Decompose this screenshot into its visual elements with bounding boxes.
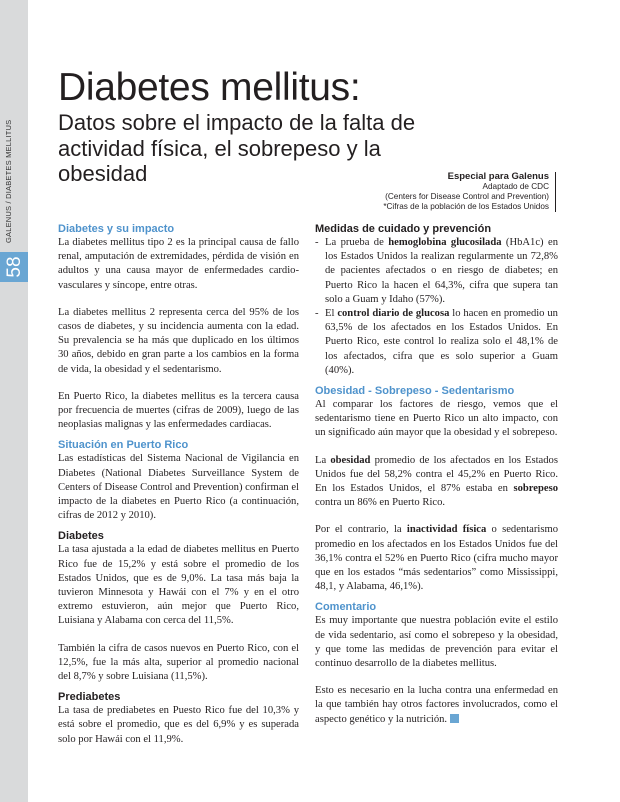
heading-comentario: Comentario xyxy=(315,601,377,614)
heading-diabetes: Diabetes xyxy=(58,530,104,543)
paragraph: En Puerto Rico, la diabetes mellitus es la tercera causa por frecuencia de muertes (cifras de 2009), luego de las neoplasias malignas y las enfermedades cardiacas. xyxy=(58,390,299,431)
paragraph: Es muy importante que nuestra población evite el estilo de vida sedentario, así como el sobrepeso y la obesidad, y que tome las medidas de prevención para evitar el continuo desarrollo de la diabetes mellitus. xyxy=(315,615,558,670)
article-title: Diabetes mellitus: xyxy=(58,66,361,109)
article-credit xyxy=(383,172,556,212)
paragraph: La tasa de prediabetes en Puesto Rico fue del 10,3% y está sobre el promedio, que es del 6,9% y es superada solo por Hawái con el 11,9%. xyxy=(58,705,299,745)
paragraph: Las estadísticas del Sistema Nacional de Vigilancia en Diabetes (National Diabetes Surveillance System de Centers of Disease Control and Prevention) confirman el impacto de la diabetes en Puerto Rico (a continuación, cifras de 2012 y 2010). xyxy=(58,453,299,522)
paragraph: Al comparar los factores de riesgo, vemos que el sedentarismo tiene en Puerto Rico un alto impacto, con un significado aún mayor que la obesidad y el sobrepeso. xyxy=(315,399,558,439)
credit-note: *Cifras de la población de los Estados Unidos xyxy=(383,202,549,211)
end-of-article-icon xyxy=(450,714,459,723)
page-number-tab xyxy=(0,252,28,282)
heading-impacto: Diabetes y su impacto xyxy=(58,223,175,235)
paragraph: Esto es necesario en la lucha contra una enfermedad en la que también hay otros factores involucrados, como el aspecto genético y la nutrición. xyxy=(315,685,558,725)
heading-situacion: Situación en Puerto Rico xyxy=(58,439,189,452)
paragraph: La diabetes mellitus tipo 2 es la principal causa de fallo renal, amputación de extremidades, pérdida de visión en adultos y una causa mayor de enfermedades cardio-vasculares y síncope, entre otras. xyxy=(58,237,299,291)
paragraph: Por el contrario, la inactividad física o sedentarismo promedio en los afectados en los Estados Unidos fue del 36,1% contra el 52% en Puerto Rico (cifra mucho mayor que en los estados “más sedentarios” como Mississippi, 48,1, y Alabama, 46,1%). xyxy=(315,524,558,593)
list-item: - El control diario de glucosa lo hacen en promedio un 63,5% de los afectados en los Estados Unidos. En Puerto Rico, este control lo realiza solo el 48,1% de los afectados, cifra que es solo superior a Guam (40%). xyxy=(315,307,558,378)
running-head: GALENUS / DIABETES MELLITUS xyxy=(4,119,13,243)
article-subtitle: Datos sobre el impacto de la falta de actividad física, el sobrepeso y la obesidad xyxy=(58,110,416,186)
measures-list xyxy=(315,236,558,378)
paragraph: La diabetes mellitus 2 representa cerca del 95% de los casos de diabetes, y su incidencia aumenta con la edad. Su prevalencia se ha más que duplicado en los últimos 30 años, debido en gran parte a los cambios en la forma de vida, la obesidad y el sedentarismo. xyxy=(58,306,299,375)
page-number: 58 xyxy=(4,256,25,278)
left-column xyxy=(58,222,299,747)
right-column xyxy=(315,222,558,727)
credit-author: Especial para Galenus xyxy=(447,171,549,182)
heading-obesidad: Obesidad - Sobrepeso - Sedentarismo xyxy=(315,385,515,398)
paragraph: También la cifra de casos nuevos en Puerto Rico, con el 12,5%, fue la más alta, superior al promedio nacional del 8,7% y sobre Luisiana (11,5%). xyxy=(58,642,299,683)
paragraph: La tasa ajustada a la edad de diabetes mellitus en Puerto Rico fue de 15,2% y está sobre el promedio de los Estados Unidos, que es de 9,0%. La tasa más baja la tuvieron Minnesota y Hawái con el 7% y en el otro extremo estuvieron, aún mejor que Puerto Rico, Luisiana y Alabama con cerca del 11,5%. xyxy=(58,544,299,627)
credit-source-full: (Centers for Disease Control and Prevention) xyxy=(385,192,549,201)
paragraph: La obesidad promedio de los afectados en los Estados Unidos fue del 58,2% contra el 45,2% en Puerto Rico. En los Estados Unidos, el 87% estaba en sobrepeso contra un 86% en Puerto Rico. xyxy=(315,454,558,509)
credit-source: Adaptado de CDC xyxy=(482,182,549,191)
heading-medidas: Medidas de cuidado y prevención xyxy=(315,223,492,235)
list-item: - La prueba de hemoglobina glucosilada (HbA1c) en los Estados Unidos la realizan regularmente un 72,8% de pacientes afectados o en riesgo de diabetes; en Puerto Rico la hacen el 64,3%, cifra que supera tan solo a Guam y Idaho (57%). xyxy=(315,236,558,307)
heading-prediabetes: Prediabetes xyxy=(58,691,121,704)
